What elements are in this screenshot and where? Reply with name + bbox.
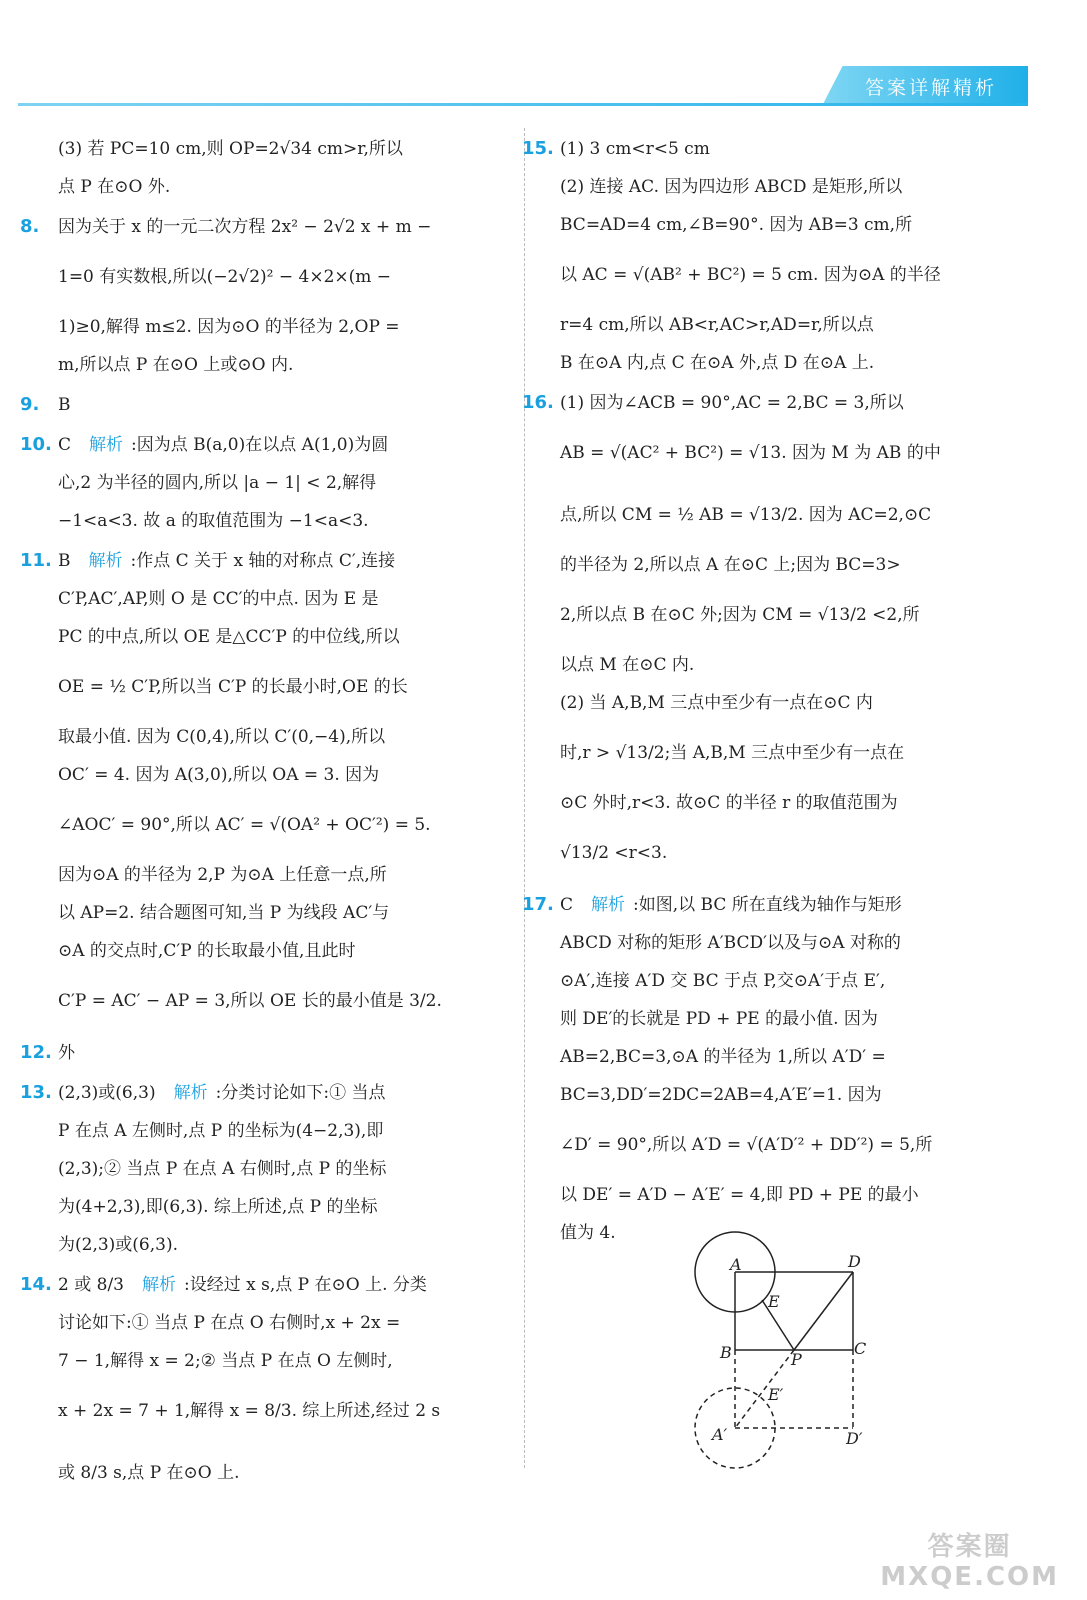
problem-number: 12.	[20, 1042, 52, 1063]
text-line	[58, 426, 500, 464]
text-line: ∠AOC′ = 90°,所以 AC′ = √(OA² + OC′²) = 5.	[58, 815, 431, 835]
text-line: 以点 M 在⊙C 内.	[560, 655, 695, 675]
text-content: :设经过 x s,点 P 在⊙O 上. 分类	[183, 1275, 427, 1295]
analysis-label: 解析	[89, 435, 124, 455]
text-line: C′P,AC′,AP,则 O 是 CC′的中点. 因为 E 是	[58, 589, 379, 609]
text-line: −1<a<3. 故 a 的取值范围为 −1<a<3.	[58, 511, 369, 531]
problem-number: 8.	[20, 216, 40, 237]
answer: (2,3)或(6,3)	[58, 1083, 156, 1103]
analysis-label: 解析	[173, 1083, 208, 1103]
problem-item	[20, 542, 500, 1032]
text-line: ∠D′ = 90°,所以 A′D = √(A′D′² + DD′²) = 5,所	[560, 1135, 933, 1155]
text-line: B 在⊙A 内,点 C 在⊙A 外,点 D 在⊙A 上.	[560, 353, 875, 373]
text-line: OC′ = 4. 因为 A(3,0),所以 OA = 3. 因为	[58, 765, 380, 785]
text-content: :如图,以 BC 所在直线为轴作与矩形	[633, 895, 902, 915]
text-line: ABCD 对称的矩形 A′BCD′以及与⊙A 对称的	[560, 933, 901, 953]
text-line: BC=3,DD′=2DC=2AB=4,A′E′=1. 因为	[560, 1085, 882, 1105]
text-line: C′P = AC′ − AP = 3,所以 OE 长的最小值是 3/2.	[58, 991, 442, 1011]
text-line	[560, 384, 1027, 422]
analysis-label: 解析	[141, 1275, 176, 1295]
segment-PA-prime	[735, 1350, 794, 1428]
text-content: :分类讨论如下:① 当点	[215, 1083, 386, 1103]
text-line: x + 2x = 7 + 1,解得 x = 8/3. 综上所述,经过 2 s	[58, 1401, 441, 1421]
problem-item	[20, 386, 500, 424]
text-line: 为(4+2,3),即(6,3). 综上所述,点 P 的坐标	[58, 1197, 378, 1217]
text-line	[560, 130, 1027, 168]
text-line: r=4 cm,所以 AB<r,AC>r,AD=r,所以点	[560, 315, 874, 335]
problem-number: 10.	[20, 434, 52, 455]
text-line: ⊙C 外时,r<3. 故⊙C 的半径 r 的取值范围为	[560, 793, 898, 813]
text-line	[58, 208, 500, 246]
answer: C	[560, 895, 574, 915]
text-line: 值为 4.	[560, 1223, 616, 1243]
problem-item	[522, 886, 1027, 1252]
text-line: 心,2 为半径的圆内,所以 |a − 1| < 2,解得	[58, 473, 377, 493]
text-line: 点,所以 CM = ½ AB = √13/2. 因为 AC=2,⊙C	[560, 505, 932, 525]
watermark	[880, 1532, 1059, 1592]
text-line: 时,r > √13/2;当 A,B,M 三点中至少有一点在	[560, 743, 905, 763]
text-line	[560, 886, 1027, 924]
text-line: PC 的中点,所以 OE 是△CC′P 的中位线,所以	[58, 627, 400, 647]
answer: 外	[58, 1043, 75, 1063]
label-E: E	[768, 1292, 780, 1311]
problem-item	[20, 1034, 500, 1072]
problem-item	[522, 384, 1027, 884]
problem-item	[20, 1074, 500, 1264]
text-content: (1) 3 cm<r<5 cm	[560, 139, 710, 159]
label-E-prime: E′	[768, 1385, 784, 1404]
answer: B	[58, 551, 71, 571]
segment-DP	[794, 1272, 853, 1350]
problem-number: 15.	[522, 138, 554, 159]
problem-item	[20, 1266, 500, 1504]
text-line: 因为⊙A 的半径为 2,P 为⊙A 上任意一点,所	[58, 865, 387, 885]
left-column	[20, 130, 500, 1506]
text-line: 取最小值. 因为 C(0,4),所以 C′(0,−4),所以	[58, 727, 386, 747]
text-line: 2,所以点 B 在⊙C 外;因为 CM = √13/2 <2,所	[560, 605, 920, 625]
text-line: P 在点 A 左侧时,点 P 的坐标为(4−2,3),即	[58, 1121, 384, 1141]
text-line: 以 AC = √(AB² + BC²) = 5 cm. 因为⊙A 的半径	[560, 265, 941, 285]
text-line: (2) 连接 AC. 因为四边形 ABCD 是矩形,所以	[560, 177, 903, 197]
text-line: 7 − 1,解得 x = 2;② 当点 P 在点 O 左侧时,	[58, 1351, 393, 1371]
text-line: 的半径为 2,所以点 A 在⊙C 上;因为 BC=3>	[560, 555, 901, 575]
right-column	[522, 130, 1027, 1254]
problem-number: 13.	[20, 1082, 52, 1103]
text-line: (2) 当 A,B,M 三点中至少有一点在⊙C 内	[560, 693, 873, 713]
text-line: 为(2,3)或(6,3).	[58, 1235, 179, 1255]
text-content: 因为关于 x 的一元二次方程 2x² − 2√2 x + m −	[58, 217, 432, 237]
header-rule	[18, 103, 1028, 106]
text-line	[58, 1074, 500, 1112]
watermark-line2: MXQE.COM	[880, 1562, 1059, 1592]
label-A: A	[730, 1255, 742, 1274]
text-content: :作点 C 关于 x 轴的对称点 C′,连接	[130, 551, 396, 571]
problem-number: 9.	[20, 394, 40, 415]
problem-number: 16.	[522, 392, 554, 413]
text-line: 则 DE′的长就是 PD + PE 的最小值. 因为	[560, 1009, 878, 1029]
text-line: (2,3);② 当点 P 在点 A 右侧时,点 P 的坐标	[58, 1159, 387, 1179]
problem-number: 11.	[20, 550, 52, 571]
text-line: 以 DE′ = A′D − A′E′ = 4,即 PD + PE 的最小	[560, 1185, 919, 1205]
text-line: OE = ½ C′P,所以当 C′P 的长最小时,OE 的长	[58, 677, 408, 697]
geometry-figure	[690, 1230, 890, 1480]
label-D-prime: D′	[846, 1429, 863, 1448]
text-line: BC=AD=4 cm,∠B=90°. 因为 AB=3 cm,所	[560, 215, 913, 235]
problem-item	[20, 130, 500, 206]
problem-item	[522, 130, 1027, 382]
text-content: (1) 因为∠ACB = 90°,AC = 2,BC = 3,所以	[560, 393, 904, 413]
text-line	[58, 130, 500, 168]
text-line	[58, 1266, 500, 1304]
label-D: D	[848, 1252, 861, 1271]
text-line	[58, 386, 500, 424]
answer: C	[58, 435, 72, 455]
problem-item	[20, 208, 500, 384]
text-line	[58, 542, 500, 580]
watermark-line1: 答案圈	[927, 1532, 1012, 1562]
label-A-prime: A′	[712, 1425, 728, 1444]
text-line: m,所以点 P 在⊙O 上或⊙O 内.	[58, 355, 294, 375]
text-line: √13/2 <r<3.	[560, 843, 668, 863]
text-line: 1=0 有实数根,所以(−2√2)² − 4×2×(m −	[58, 267, 392, 287]
text-line: AB = √(AC² + BC²) = √13. 因为 M 为 AB 的中	[560, 443, 941, 463]
answer: 2 或 8/3	[58, 1275, 124, 1295]
text-line: 或 8/3 s,点 P 在⊙O 上.	[58, 1463, 240, 1483]
text-line: ⊙A′,连接 A′D 交 BC 于点 P,交⊙A′于点 E′,	[560, 971, 886, 991]
problem-number: 17.	[522, 894, 554, 915]
text-line	[58, 1034, 500, 1072]
problem-number: 14.	[20, 1274, 52, 1295]
text-content: (3) 若 PC=10 cm,则 OP=2√34 cm>r,所以	[58, 139, 403, 159]
answer: B	[58, 395, 71, 415]
label-C: C	[854, 1339, 867, 1358]
text-content: :因为点 B(a,0)在以点 A(1,0)为圆	[131, 435, 389, 455]
text-line: 以 AP=2. 结合题图可知,当 P 为线段 AC′与	[58, 903, 390, 923]
text-line: AB=2,BC=3,⊙A 的半径为 1,所以 A′D′ =	[560, 1047, 886, 1067]
text-line: 点 P 在⊙O 外.	[58, 177, 171, 197]
label-P: P	[791, 1350, 802, 1369]
problem-item	[20, 426, 500, 540]
label-B: B	[720, 1343, 732, 1362]
header-title: 答案详解精析	[865, 77, 998, 99]
analysis-label: 解析	[88, 551, 123, 571]
text-line: 1)≥0,解得 m≤2. 因为⊙O 的半径为 2,OP =	[58, 317, 400, 337]
text-line: 讨论如下:① 当点 P 在点 O 右侧时,x + 2x =	[58, 1313, 401, 1333]
text-line: ⊙A 的交点时,C′P 的长取最小值,且此时	[58, 941, 356, 961]
analysis-label: 解析	[591, 895, 626, 915]
